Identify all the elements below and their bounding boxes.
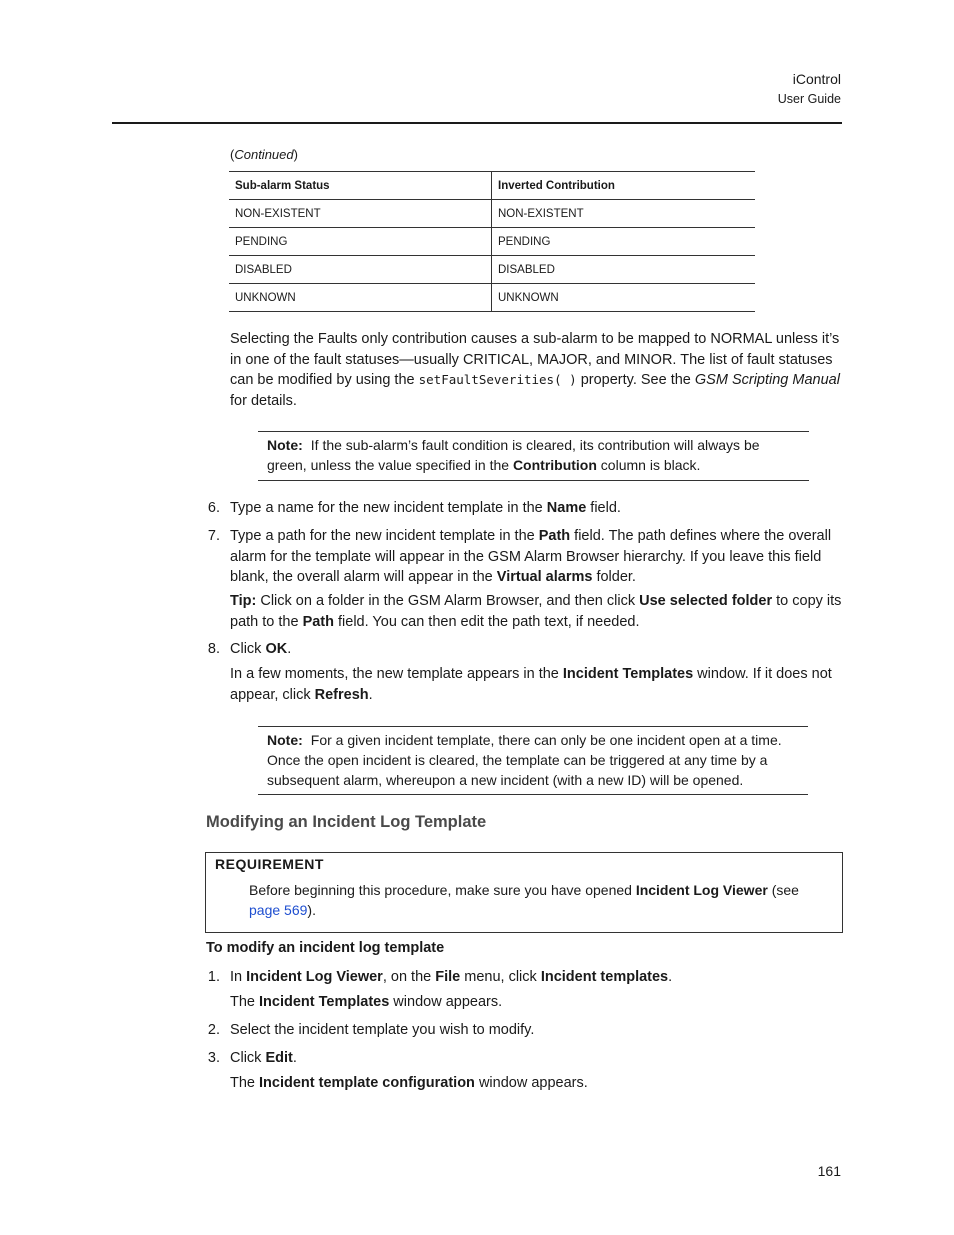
document-subtitle: User Guide — [777, 92, 841, 106]
column-header: Inverted Contribution — [492, 172, 756, 200]
tip-label: Tip: — [230, 593, 257, 609]
step-text: Select the incident template you wish to modify. — [230, 1022, 535, 1038]
table-header-row — [229, 172, 755, 200]
step-text: Click OK. — [230, 641, 292, 657]
step-text: Click Edit. — [230, 1050, 297, 1066]
table-cell: UNKNOWN — [229, 284, 492, 312]
requirement-title: REQUIREMENT — [215, 856, 324, 872]
step-text: Type a name for the new incident template in the Name field. — [230, 500, 621, 516]
step-number: 6. — [207, 500, 220, 516]
continued-label: (Continued) — [230, 147, 298, 162]
header-rule — [112, 122, 842, 124]
manual-reference: GSM Scripting Manual — [694, 372, 840, 388]
document-title: iControl — [792, 71, 841, 87]
page-link[interactable]: page 569 — [249, 902, 308, 918]
note-box: Note: If the sub-alarm’s fault condition is cleared, its contribution will always be green, unless the value specified in the Contribution column is black. — [258, 431, 809, 481]
step-number: 8. — [207, 641, 220, 657]
step-result: The Incident Templates window appears. — [230, 994, 503, 1010]
table-cell: NON-EXISTENT — [492, 200, 756, 228]
step-text: Type a path for the new incident template in the Path field. The path defines where the overall alarm for the template will appear in the GSM Alarm Browser hierarchy. If you leave this field blank, the overall alarm will appear in the Virtual alarms folder. — [230, 528, 832, 585]
tip-paragraph: Tip: Click on a folder in the GSM Alarm Browser, and then click Use selected folder to copy its path to the Path field. You can then edit the path text, if needed. — [230, 593, 842, 630]
step-number: 7. — [207, 528, 220, 544]
table-cell: UNKNOWN — [492, 284, 756, 312]
column-header: Sub-alarm Status — [229, 172, 492, 200]
procedure-title: To modify an incident log template — [206, 940, 445, 956]
table-cell: PENDING — [492, 228, 756, 256]
step-result: In a few moments, the new template appears in the Incident Templates window. If it does not appear, click Refresh. — [230, 666, 832, 703]
note-label: Note: — [267, 437, 303, 453]
table-cell: PENDING — [229, 228, 492, 256]
table-cell: DISABLED — [492, 256, 756, 284]
table-row — [229, 200, 755, 228]
table-cell: DISABLED — [229, 256, 492, 284]
step-number: 2. — [207, 1022, 220, 1038]
note-label: Note: — [267, 732, 303, 748]
page-number: 161 — [817, 1163, 841, 1179]
table-row — [229, 256, 755, 284]
requirement-box — [205, 852, 843, 933]
table-cell: NON-EXISTENT — [229, 200, 492, 228]
table-row — [229, 228, 755, 256]
step-number: 1. — [207, 969, 220, 985]
step-text: In Incident Log Viewer, on the File menu, click Incident templates. — [230, 969, 673, 985]
subalarm-table — [229, 171, 755, 312]
note-box: Note: For a given incident template, there can only be one incident open at a time. Once the open incident is cleared, the template can be triggered at any time by a subsequent alarm, whereupon a new incident (with a new ID) will be opened. — [258, 726, 808, 795]
continued-text: Continued — [234, 147, 294, 162]
requirement-text: Before beginning this procedure, make sure you have opened Incident Log Viewer (see page 569). — [249, 882, 799, 918]
faults-paragraph: Selecting the Faults only contribution causes a sub-alarm to be mapped to NORMAL unless it’s in one of the fault statuses—usually CRITICAL, MAJOR, and MINOR. The list of fault statuses can be modified by using the setFaultSeverities( ) property. See the GSM Scripting Manual for details. — [230, 331, 840, 409]
section-heading: Modifying an Incident Log Template — [206, 813, 487, 831]
step-result: The Incident template configuration window appears. — [230, 1075, 588, 1091]
code-setfaultseverities: setFaultSeverities( ) — [418, 372, 577, 387]
step-number: 3. — [207, 1050, 220, 1066]
table-row — [229, 284, 755, 312]
